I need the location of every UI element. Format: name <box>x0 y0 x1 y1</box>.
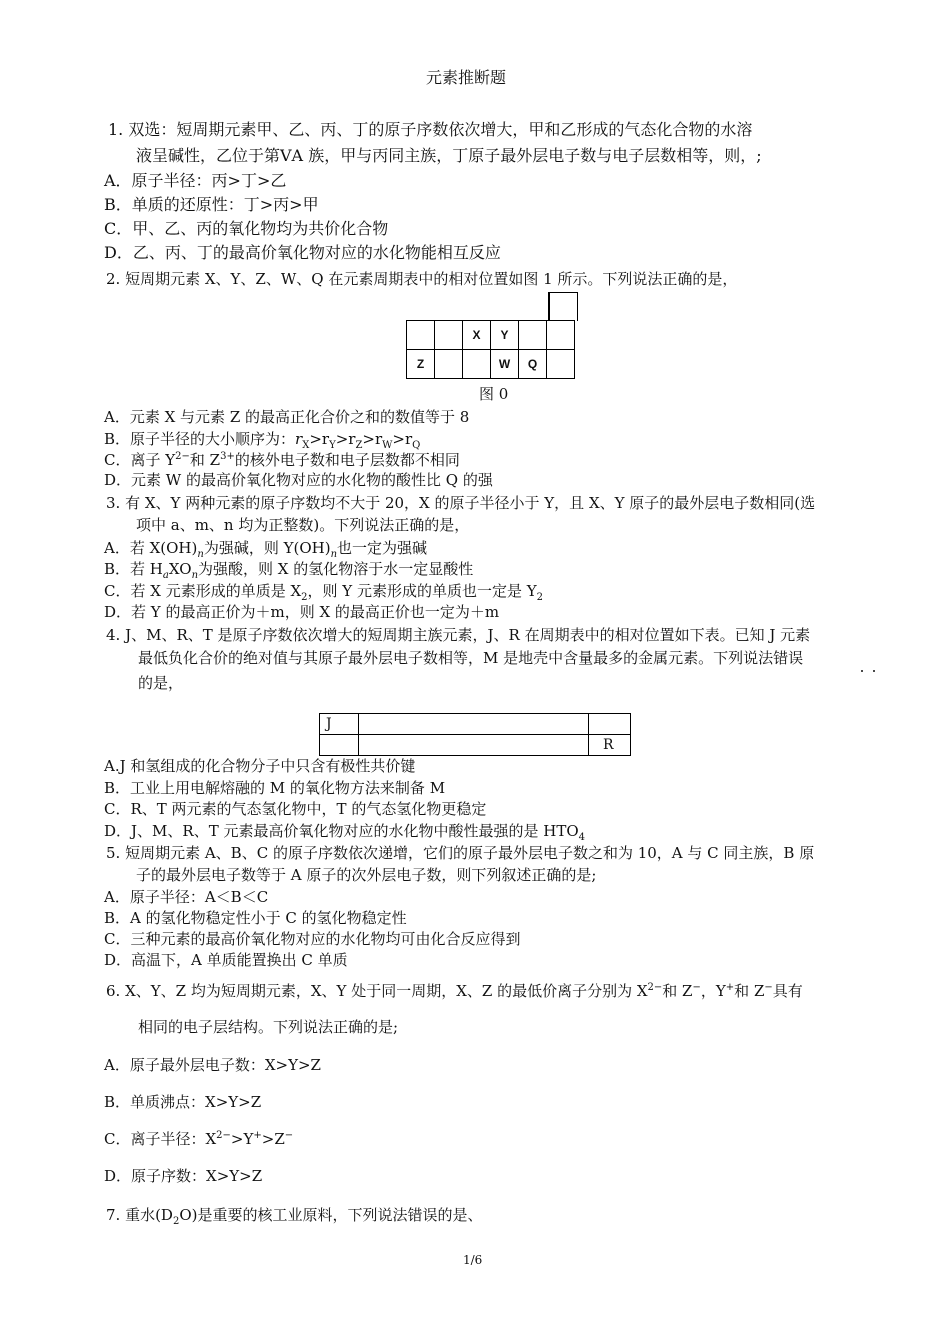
q1-option-b: B．单质的还原性：丁>丙>甲 <box>104 195 319 214</box>
q3-option-d: D．若 Y 的最高正价为＋m，则 X 的最高正价也一定为＋m <box>104 603 500 621</box>
page-title: 元素推断题 <box>426 68 507 87</box>
q1-line1: 1. 双选：短周期元素甲、乙、丙、丁的原子序数依次增大，甲和乙形成的气态化合物的水溶 <box>108 120 753 139</box>
grid-cell <box>463 350 491 379</box>
grid-cell <box>547 350 575 379</box>
tbl-cell <box>359 714 589 735</box>
q5-line2: 子的最外层电子数等于 A 原子的次外层电子数，则下列叙述正确的是; <box>136 866 597 884</box>
q4-option-a: A.J 和氢组成的化合物分子中只含有极性共价键 <box>104 757 416 775</box>
periodic-grid-top-cell <box>548 292 578 321</box>
grid-cell <box>435 321 463 350</box>
q2-option-a: A．元素 X 与元素 Z 的最高正化合价之和的数值等于 8 <box>104 408 470 426</box>
q3-line2: 项中 a、m、n 均为正整数)。下列说法正确的是， <box>136 516 470 534</box>
q2-option-d: D．元素 W 的最高价氧化物对应的水化物的酸性比 Q 的强 <box>104 471 493 489</box>
q4-line2: 最低负化合价的绝对值与其原子最外层电子数相等，M 是地壳中含量最多的金属元素。下列说法错误 <box>138 649 804 667</box>
q6-option-a: A．原子最外层电子数：X>Y>Z <box>104 1056 321 1074</box>
q7-line1: 7. 重水$(D_2O)$是重要的核工业原料，下列说法错误的是、 <box>106 1206 483 1227</box>
tbl-cell-j: J <box>320 714 359 735</box>
periodic-grid <box>406 320 575 379</box>
q5-option-a: A．原子半径：A＜B＜C <box>104 888 269 906</box>
q4-line1: 4. J、M、R、T 是原子序数依次增大的短周期主族元素，J、R 在周期表中的相对位置如下表。已知 J 元素 <box>106 626 811 644</box>
q2-option-b: B．原子半径的大小顺序为：$r_X>r_Y>r_Z>r_W>r_Q$ <box>104 430 421 451</box>
q6-option-b: B．单质沸点：X>Y>Z <box>104 1093 262 1111</box>
q1-option-a: A．原子半径：丙>丁>乙 <box>104 171 287 190</box>
grid-cell <box>407 321 435 350</box>
q3-line1: 3. 有 X、Y 两种元素的原子序数均不大于 20，X 的原子半径小于 Y，且 X、Y 原子的最外层电子数相同(选 <box>106 494 816 512</box>
page-number: 1/6 <box>463 1253 483 1267</box>
q4-line3: 的是， <box>138 674 184 692</box>
grid-cell <box>519 321 547 350</box>
figure-caption: 图 0 <box>479 385 509 403</box>
q6-option-d: D．原子序数：X>Y>Z <box>104 1167 263 1185</box>
q5-option-b: B．A 的氢化物稳定性小于 C 的氢化物稳定性 <box>104 909 407 927</box>
q2-line1: 2. 短周期元素 X、Y、Z、W、Q 在元素周期表中的相对位置如图 1 所示。下列说法正确的是， <box>106 270 738 288</box>
q1-option-d: D．乙、丙、丁的最高价氧化物对应的水化物能相互反应 <box>104 243 501 262</box>
q4-option-b: B．工业上用电解熔融的 M 的氧化物方法来制备 M <box>104 779 446 797</box>
q6-option-c: C．离子半径：$X^{2-}>Y^+>Z^-$ <box>104 1130 294 1148</box>
q3-option-a: A．若 $X(OH)_n$为强碱，则 $Y(OH)_n$也一定为强碱 <box>104 539 428 560</box>
q1-option-c: C．甲、乙、丙的氧化物均为共价化合物 <box>104 219 389 238</box>
q6-line1: 6. X、Y、Z 均为短周期元素，X、Y 处于同一周期，X、Z 的最低价离子分别为 $X^{2-}$和 Z−，Y+和 Z−具有 <box>106 982 803 1000</box>
grid-cell <box>547 321 575 350</box>
emphasis-dot <box>861 670 863 672</box>
grid-cell-z: Z <box>407 350 435 379</box>
grid-cell-q: Q <box>519 350 547 379</box>
q3-option-c: C．若 X 元素形成的单质是 $X_2$，则 Y 元素形成的单质也一定是 $Y_2$ <box>104 582 544 603</box>
grid-cell-y: Y <box>491 321 519 350</box>
q5-option-c: C．三种元素的最高价氧化物对应的水化物均可由化合反应得到 <box>104 930 521 948</box>
jr-position-table <box>319 713 631 756</box>
q1-line2: 液呈碱性，乙位于第ⅤA 族，甲与丙同主族，丁原子最外层电子数与电子层数相等，则，; <box>136 146 762 165</box>
q4-option-d: D．J、M、R、T 元素最高价氧化物对应的水化物中酸性最强的是 $HTO_4$ <box>104 822 585 843</box>
grid-cell-w: W <box>491 350 519 379</box>
q3-option-b: B．若 $H_aXO_n$为强酸，则 X 的氢化物溶于水一定显酸性 <box>104 560 474 581</box>
q5-option-d: D．高温下，A 单质能置换出 C 单质 <box>104 951 348 969</box>
emphasis-dot <box>873 670 875 672</box>
tbl-cell <box>359 735 589 756</box>
q2-option-c: C．离子 $Y^{2-}$和 $Z^{3+}$的核外电子数和电子层数都不相同 <box>104 451 460 469</box>
q5-line1: 5. 短周期元素 A、B、C 的原子序数依次递增，它们的原子最外层电子数之和为 10，A 与 C 同主族，B 原 <box>106 844 815 862</box>
grid-cell <box>435 350 463 379</box>
q6-line2: 相同的电子层结构。下列说法正确的是; <box>138 1018 399 1036</box>
tbl-cell-r: R <box>589 735 631 756</box>
grid-cell-x: X <box>463 321 491 350</box>
q4-option-c: C．R、T 两元素的气态氢化物中，T 的气态氢化物更稳定 <box>104 800 487 818</box>
tbl-cell <box>589 714 631 735</box>
tbl-cell <box>320 735 359 756</box>
